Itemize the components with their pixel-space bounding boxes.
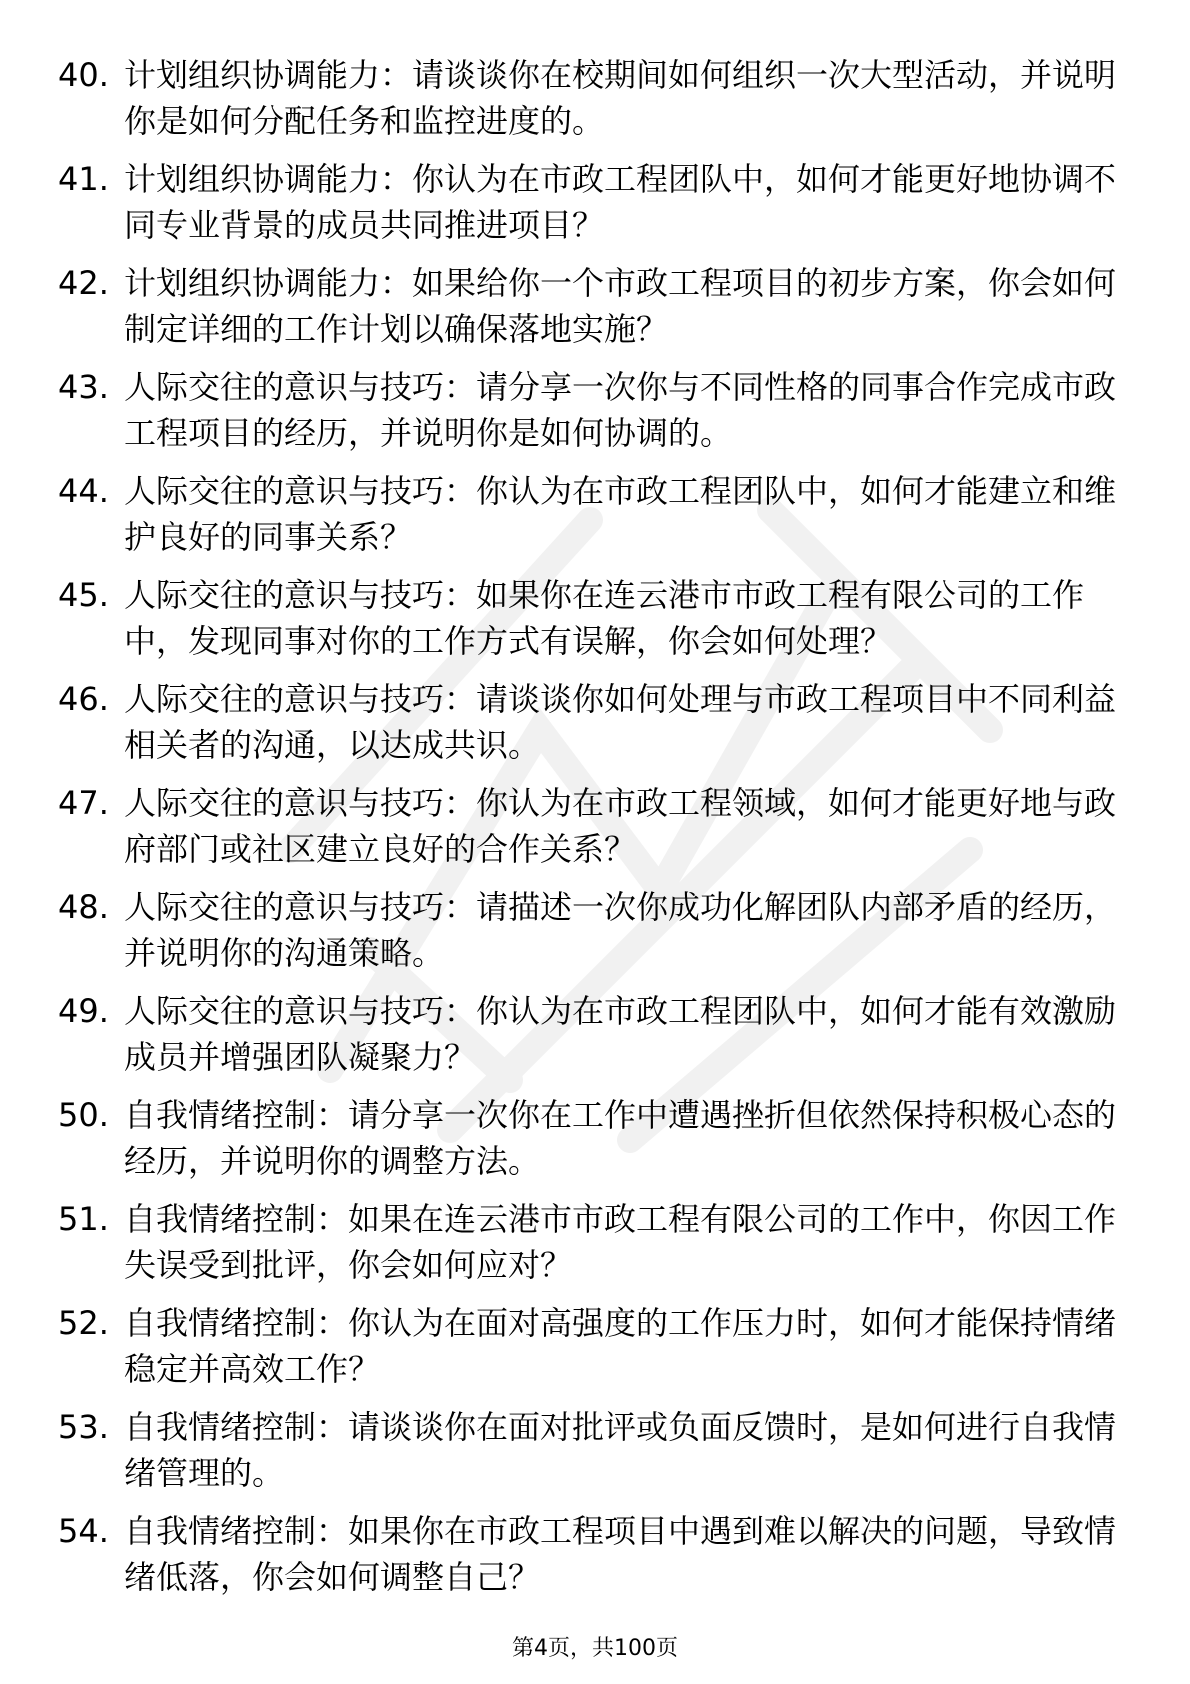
question-text: 人际交往的意识与技巧：请谈谈你如何处理与市政工程项目中不同利益相关者的沟通，以达成共识。: [124, 680, 1117, 764]
question-number: 51.: [58, 1200, 109, 1238]
question-text: 自我情绪控制：请分享一次你在工作中遭遇挫折但依然保持积极心态的经历，并说明你的调整方法。: [124, 1096, 1117, 1180]
page-footer: 第4页，共100页: [512, 1636, 678, 1661]
question-item: [58, 1508, 1118, 1612]
question-text: 自我情绪控制：如果你在市政工程项目中遇到难以解决的问题，导致情绪低落，你会如何调整自己？: [124, 1512, 1117, 1596]
question-text: 自我情绪控制：如果在连云港市市政工程有限公司的工作中，你因工作失误受到批评，你会如何应对？: [124, 1200, 1117, 1284]
question-item: [58, 676, 1118, 780]
question-item: [58, 1300, 1118, 1404]
question-text: 人际交往的意识与技巧：你认为在市政工程团队中，如何才能有效激励成员并增强团队凝聚力？: [124, 992, 1117, 1076]
question-item: [58, 884, 1118, 988]
question-number: 40.: [58, 56, 109, 94]
question-text: 计划组织协调能力：请谈谈你在校期间如何组织一次大型活动，并说明你是如何分配任务和监控进度的。: [124, 56, 1117, 140]
question-number: 44.: [58, 472, 109, 510]
question-text: 计划组织协调能力：如果给你一个市政工程项目的初步方案，你会如何制定详细的工作计划以确保落地实施？: [124, 264, 1117, 348]
question-item: [58, 988, 1118, 1092]
question-item: [58, 572, 1118, 676]
question-number: 42.: [58, 264, 109, 302]
question-text: 自我情绪控制：你认为在面对高强度的工作压力时，如何才能保持情绪稳定并高效工作？: [124, 1304, 1117, 1388]
question-item: [58, 780, 1118, 884]
question-text: 计划组织协调能力：你认为在市政工程团队中，如何才能更好地协调不同专业背景的成员共同推进项目？: [124, 160, 1117, 244]
question-number: 43.: [58, 368, 109, 406]
question-number: 54.: [58, 1512, 109, 1550]
question-item: [58, 1404, 1118, 1508]
question-text: 人际交往的意识与技巧：请描述一次你成功化解团队内部矛盾的经历，并说明你的沟通策略。: [124, 888, 1117, 972]
question-number: 46.: [58, 680, 109, 718]
question-text: 自我情绪控制：请谈谈你在面对批评或负面反馈时，是如何进行自我情绪管理的。: [124, 1408, 1117, 1492]
question-item: [58, 364, 1118, 468]
question-item: [58, 1092, 1118, 1196]
question-text: 人际交往的意识与技巧：请分享一次你与不同性格的同事合作完成市政工程项目的经历，并说明你是如何协调的。: [124, 368, 1117, 452]
question-item: [58, 156, 1118, 260]
question-item: [58, 52, 1118, 156]
question-number: 53.: [58, 1408, 109, 1446]
question-text: 人际交往的意识与技巧：你认为在市政工程团队中，如何才能建立和维护良好的同事关系？: [124, 472, 1117, 556]
question-number: 52.: [58, 1304, 109, 1342]
question-list: [58, 52, 1118, 1612]
question-number: 48.: [58, 888, 109, 926]
question-item: [58, 1196, 1118, 1300]
question-number: 49.: [58, 992, 109, 1030]
question-text: 人际交往的意识与技巧：你认为在市政工程领域，如何才能更好地与政府部门或社区建立良好的合作关系？: [124, 784, 1117, 868]
question-number: 47.: [58, 784, 109, 822]
question-item: [58, 260, 1118, 364]
question-item: [58, 468, 1118, 572]
question-number: 50.: [58, 1096, 109, 1134]
question-number: 45.: [58, 576, 109, 614]
question-text: 人际交往的意识与技巧：如果你在连云港市市政工程有限公司的工作中，发现同事对你的工作方式有误解，你会如何处理？: [124, 576, 1085, 660]
question-number: 41.: [58, 160, 109, 198]
